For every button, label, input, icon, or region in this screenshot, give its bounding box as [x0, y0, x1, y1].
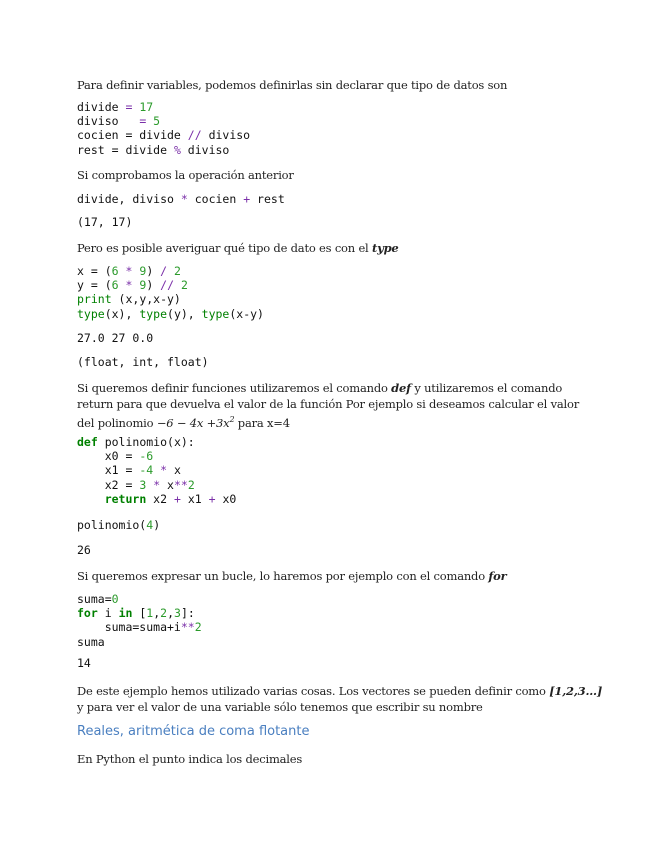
intro-paragraph: Para definir variables, podemos definirlas sin declarar que tipo de datos son: [77, 78, 508, 92]
def-paragraph-line2: return para que devuelva el valor de la función Por ejemplo si deseamos calcular el valor: [77, 397, 580, 411]
code-block-type: x = (6 * 9) / 2 y = (6 * 9) // 2 print (x,y,x-y) type(x), type(y), type(x-y): [77, 264, 264, 321]
vector-paragraph: De este ejemplo hemos utilizado varias cosas. Los vectores se pueden definir como [1,2,3...]: [77, 684, 603, 698]
def-paragraph: Si queremos definir funciones utilizaremos el comando def y utilizaremos el comando: [77, 381, 563, 395]
for-keyword: for: [488, 569, 507, 583]
def-paragraph-line3: del polinomio $-6 - 4x +3x^2$ para x=4: [77, 415, 290, 430]
for-paragraph: Si queremos expresar un bucle, lo haremos por ejemplo con el comando for: [77, 569, 507, 583]
code-block-call: polinomio(4): [77, 518, 161, 532]
polynomial-exponent: 2: [229, 415, 235, 424]
def-keyword: def: [391, 381, 411, 395]
code-block-check: divide, diviso * cocien + rest: [77, 192, 285, 206]
check-paragraph: Si comprobamos la operación anterior: [77, 168, 294, 182]
output-4: 26: [77, 543, 91, 557]
decimals-paragraph: En Python el punto indica los decimales: [77, 752, 303, 766]
output-3: (float, int, float): [77, 355, 209, 369]
type-paragraph: Pero es posible averiguar qué tipo de dato es con el type: [77, 241, 399, 255]
code-block-variables: divide = 17 diviso = 5 cocien = divide // diviso rest = divide % diviso: [77, 100, 251, 157]
output-1: (17, 17): [77, 215, 133, 229]
output-2: 27.0 27 0.0: [77, 331, 154, 345]
type-keyword: type: [371, 241, 399, 255]
vector-example: [1,2,3...]: [549, 684, 603, 698]
section-heading: Reales, aritmética de coma flotante: [77, 724, 310, 739]
vector-paragraph-line2: y para ver el valor de una variable sólo tenemos que escribir su nombre: [77, 700, 483, 714]
output-5: 14: [77, 656, 91, 670]
code-block-def: def polinomio(x): x0 = -6 x1 = -4 * x x2 = 3 * x**2 return x2 + x1 + x0: [77, 435, 237, 506]
code-block-loop: suma=0 for i in [1,2,3]: suma=suma+i**2 suma: [77, 592, 202, 649]
polynomial-expression: −6 − 4x +3x: [156, 415, 230, 430]
